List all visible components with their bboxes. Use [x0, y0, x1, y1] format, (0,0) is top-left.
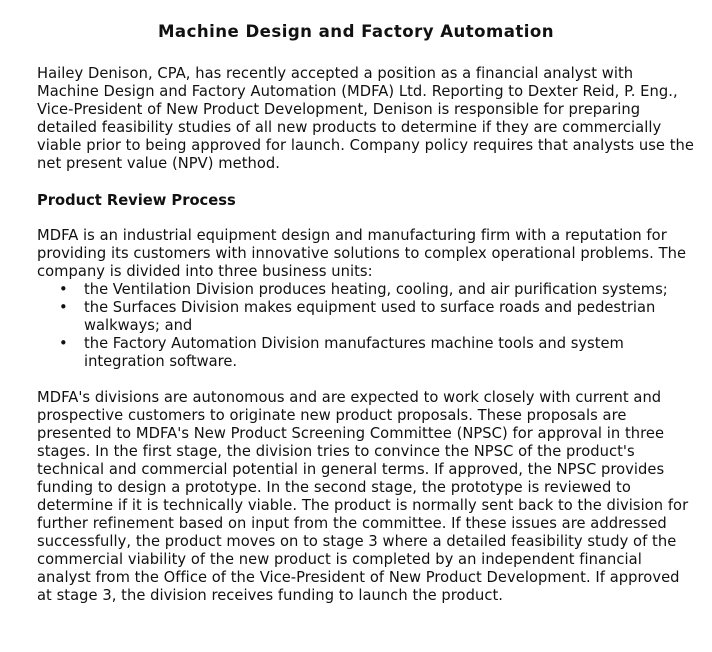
- list-item-text: the Ventilation Division produces heating, cooling, and air purification systems;: [84, 281, 668, 298]
- section-heading: Product Review Process: [37, 192, 236, 209]
- section-intro-paragraph: MDFA is an industrial equipment design and manufacturing firm with a reputation for providing its customers with innovative solutions to complex operational problems. The company is divided into three business units:: [37, 227, 687, 280]
- bullet-icon: •: [59, 281, 68, 298]
- list-item: [37, 335, 694, 371]
- document-title: Machine Design and Factory Automation: [157, 22, 555, 41]
- intro-paragraph: Hailey Denison, CPA, has recently accepted a position as a financial analyst with Machine Design and Factory Automation (MDFA) Ltd. Reporting to Dexter Reid, P. Eng., Vice-President of New Product Development, Denison is responsible for preparing detailed feasibility studies of all new products to determine if they are commercially viable prior to being approved for launch. Company policy requires that analysts use the net present value (NPV) method.: [37, 65, 694, 172]
- process-paragraph: MDFA's divisions are autonomous and are expected to work closely with current and prospective customers to originate new product proposals. These proposals are presented to MDFA's New Product Screening Committee (NPSC) for approval in three stages. In the first stage, the division tries to convince the NPSC of the product's technical and commercial potential in general terms. If approved, the NPSC provides funding to design a prototype. In the second stage, the prototype is reviewed to determine if it is technically viable. The product is normally sent back to the division for further refinement based on input from the committee. If these issues are addressed successfully, the product moves on to stage 3 where a detailed feasibility study of the commercial viability of the new product is completed by an independent financial analyst from the Office of the Vice-President of New Product Development. If approved at stage 3, the division receives funding to launch the product.: [37, 389, 689, 604]
- list-item: [37, 281, 694, 299]
- list-item-text: the Factory Automation Division manufactures machine tools and system integration software.: [84, 335, 624, 370]
- bullet-icon: •: [59, 335, 68, 352]
- business-units-list: [37, 281, 694, 371]
- list-item: [37, 299, 694, 335]
- list-item-text: the Surfaces Division makes equipment used to surface roads and pedestrian walkways; and: [84, 299, 656, 334]
- bullet-icon: •: [59, 299, 68, 316]
